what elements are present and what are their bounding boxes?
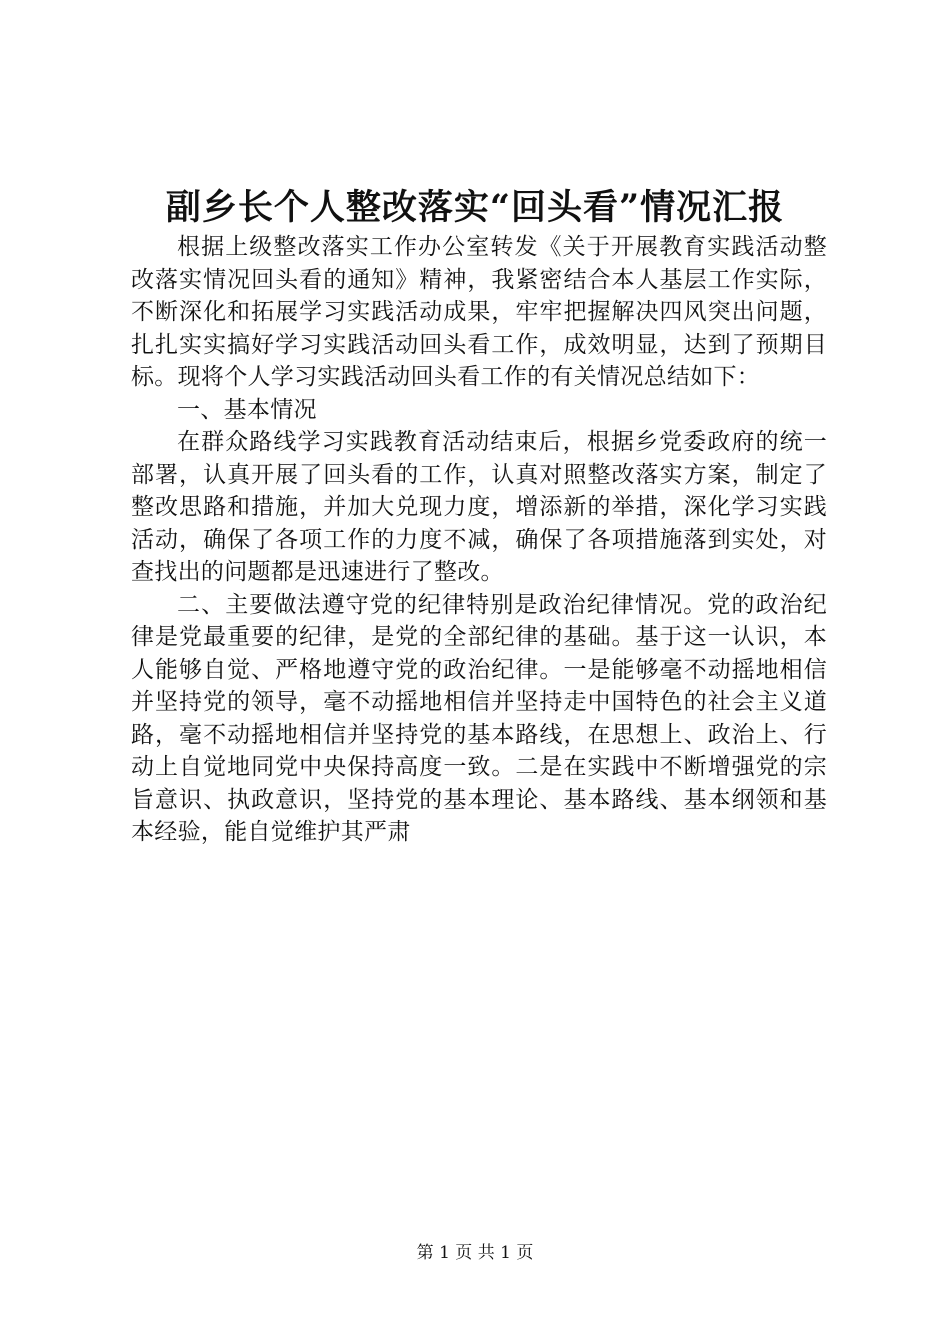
document-body	[131, 231, 827, 849]
document-title: 副乡长个人整改落实“回头看”情况汇报	[165, 187, 785, 228]
paragraph-practice: 二、主要做法遵守党的纪律特别是政治纪律情况。党的政治纪律是党最重要的纪律，是党的全部纪律的基础。基于这一认识，本人能够自觉、严格地遵守党的政治纪律。一是能够毫不动摇地相信并坚持党的领导，毫不动摇地相信并坚持走中国特色的社会主义道路，毫不动摇地相信并坚持党的基本路线，在思想上、政治上、行动上自觉地同党中央保持高度一致。二是在实践中不断增强党的宗旨意识、执政意识，坚持党的基本理论、基本路线、基本纲领和基本经验，能自觉维护其严肃	[131, 591, 827, 845]
paragraph-intro: 根据上级整改落实工作办公室转发《关于开展教育实践活动整改落实情况回头看的通知》精神，我紧密结合本人基层工作实际，不断深化和拓展学习实践活动成果，牢牢把握解决四风突出问题，扎扎实实搞好学习实践活动回头看工作，成效明显，达到了预期目标。现将个人学习实践活动回头看工作的有关情况总结如下：	[131, 234, 827, 390]
page-footer: 第 1 页 共 1 页	[416, 1243, 534, 1263]
paragraph-basic: 在群众路线学习实践教育活动结束后，根据乡党委政府的统一部署，认真开展了回头看的工作，认真对照整改落实方案，制定了整改思路和措施，并加大兑现力度，增添新的举措，深化学习实践活动，确保了各项工作的力度不减，确保了各项措施落到实处，对查找出的问题都是迅速进行了整改。	[131, 429, 827, 585]
section-heading-basic: 一、基本情况	[177, 396, 317, 423]
